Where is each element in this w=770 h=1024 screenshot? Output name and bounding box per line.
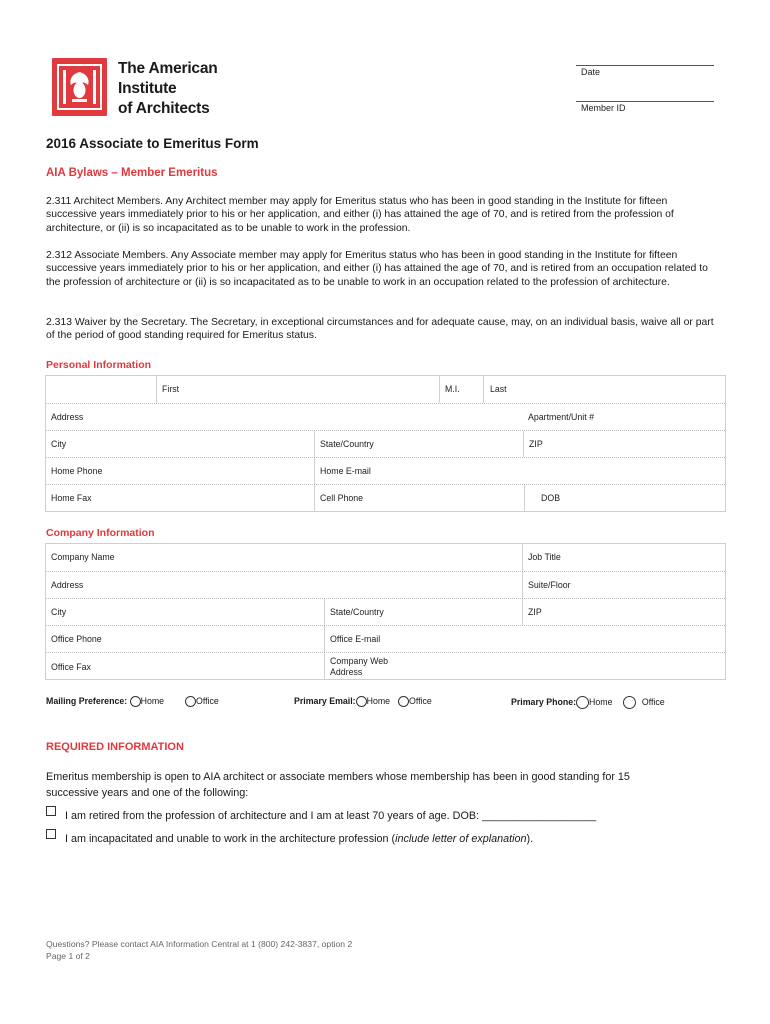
office-fax-row xyxy=(46,652,725,679)
home-phone-label: Home Phone xyxy=(51,466,103,476)
home-phone-row xyxy=(46,457,725,484)
mailing-home-label: Home xyxy=(140,696,165,706)
primary-email-preference xyxy=(294,696,432,707)
first-name-field[interactable] xyxy=(156,376,439,403)
required-intro-line: Emeritus membership is open to AIA architect or associate members whose membership has been in good standing for 15 xyxy=(46,771,630,783)
office-phone-field[interactable] xyxy=(46,626,324,652)
option-incapacitated xyxy=(46,829,533,845)
company-info-table xyxy=(45,543,726,680)
middle-initial-field[interactable] xyxy=(439,376,483,403)
mailing-preference xyxy=(46,696,219,707)
company-address-field[interactable] xyxy=(46,572,522,598)
required-intro-line: successive years and one of the following: xyxy=(46,787,249,799)
org-name-line: Institute xyxy=(118,80,177,97)
state-label: State/Country xyxy=(320,439,374,449)
company-name-field[interactable] xyxy=(46,544,522,571)
email-home-label: Home xyxy=(366,696,391,706)
bylaw-2-312: 2.312 Associate Members. Any Associate member may apply for Emeritus status who has been in good standing in the Institute for fifteen successive years immediately prior to his or her application, and either (i) has attained the age of 70, and is retired from an occupation related to the profession of architecture or (ii) is so incapacitated as to be unable to work in an occupation related to the profession of architecture. xyxy=(46,250,708,288)
city-label: City xyxy=(51,439,67,449)
office-phone-label: Office Phone xyxy=(51,634,102,644)
address-field[interactable] xyxy=(46,404,523,430)
required-info-heading: REQUIRED INFORMATION xyxy=(46,741,184,753)
org-name-line: The American xyxy=(118,60,218,77)
org-name-line: of Architects xyxy=(118,100,210,117)
job-title-field[interactable] xyxy=(522,544,725,571)
state-country-field[interactable] xyxy=(314,431,523,457)
company-state-label: State/Country xyxy=(330,607,384,617)
office-fax-label: Office Fax xyxy=(51,662,91,672)
apt-label: Apartment/Unit # xyxy=(528,412,595,422)
home-email-label: Home E-mail xyxy=(320,466,371,476)
home-phone-field[interactable] xyxy=(46,458,314,484)
home-email-field[interactable] xyxy=(314,458,725,484)
company-city-label: City xyxy=(51,607,67,617)
date-label: Date xyxy=(581,67,601,77)
city-field[interactable] xyxy=(46,431,314,457)
city-row xyxy=(46,430,725,457)
phone-office-label: Office xyxy=(641,696,665,707)
phone-home-radio[interactable] xyxy=(576,696,589,709)
form-title: 2016 Associate to Emeritus Form xyxy=(46,136,259,151)
required-intro xyxy=(46,769,726,801)
primary-phone-label: Primary Phone: xyxy=(511,696,577,707)
zip-field[interactable] xyxy=(523,431,725,457)
dob-label: DOB xyxy=(541,493,561,503)
name-row xyxy=(46,376,725,403)
incapacitated-label xyxy=(65,833,533,845)
org-name xyxy=(118,59,218,119)
company-name-label: Company Name xyxy=(51,552,115,562)
phone-office-radio[interactable] xyxy=(623,696,636,709)
company-address-row xyxy=(46,571,725,598)
company-web-label-line1: Company Web xyxy=(330,656,389,666)
suite-label: Suite/Floor xyxy=(528,580,571,590)
bylaw-2-311: 2.311 Architect Members. Any Architect member may apply for Emeritus status who has been in good standing in the Institute for fifteen successive years immediately prior to his or her application, and either (i) has attained the age of 70, and is retired from the profession of architecture, or (ii) is so incapacitated as to be unable to work in the profession. xyxy=(46,196,674,234)
footer-contact: Questions? Please contact AIA Information Central at 1 (800) 242-3837, option 2 xyxy=(46,939,353,949)
option-retired xyxy=(46,806,596,822)
company-city-row xyxy=(46,598,725,625)
address-label: Address xyxy=(51,412,84,422)
company-web-label-line2: Address xyxy=(330,667,363,677)
suite-floor-field[interactable] xyxy=(522,572,725,598)
address-row xyxy=(46,403,725,430)
bylaw-2-313: 2.313 Waiver by the Secretary. The Secretary, in exceptional circumstances and for adequate cause, may, on an individual basis, waive all or part of the period of good standing required for Emeritus status. xyxy=(46,317,714,342)
apartment-field[interactable] xyxy=(523,404,725,430)
incapacitated-text: I am incapacitated and unable to work in the architecture profession ( xyxy=(65,833,396,845)
home-fax-label: Home Fax xyxy=(51,493,92,503)
retired-label: I am retired from the profession of architecture and I am at least 70 years of age. DOB: ___________________ xyxy=(65,810,597,822)
phone-home-label: Home xyxy=(589,696,613,707)
mi-label: M.I. xyxy=(445,384,460,394)
member-id-label: Member ID xyxy=(581,103,626,113)
mailing-office-radio[interactable] xyxy=(185,696,196,707)
company-info-heading: Company Information xyxy=(46,527,155,539)
home-fax-row xyxy=(46,484,725,511)
aia-logo-mark xyxy=(52,58,107,116)
mailing-preference-label: Mailing Preference: xyxy=(46,696,128,706)
first-label: First xyxy=(162,384,180,394)
email-office-label: Office xyxy=(408,696,432,706)
prefix-cell[interactable] xyxy=(46,376,156,403)
personal-info-heading: Personal Information xyxy=(46,359,152,371)
explanation-note: include letter of explanation xyxy=(395,833,527,845)
date-field[interactable] xyxy=(576,65,714,66)
company-zip-field[interactable] xyxy=(522,599,725,625)
footer xyxy=(46,939,352,962)
page-number: Page 1 of 2 xyxy=(46,950,90,961)
company-city-field[interactable] xyxy=(46,599,324,625)
incapacitated-text-end: ). xyxy=(526,833,534,845)
company-zip-label: ZIP xyxy=(528,607,542,617)
office-email-field[interactable] xyxy=(324,626,725,652)
zip-label: ZIP xyxy=(529,439,543,449)
company-address-label: Address xyxy=(51,580,84,590)
last-label: Last xyxy=(490,384,507,394)
primary-email-label: Primary Email: xyxy=(294,696,356,706)
home-fax-field[interactable] xyxy=(46,485,314,511)
office-email-label: Office E-mail xyxy=(330,634,381,644)
office-fax-field[interactable] xyxy=(46,653,324,679)
office-phone-row xyxy=(46,625,725,652)
email-office-radio[interactable] xyxy=(398,696,409,707)
company-name-row xyxy=(46,544,725,571)
last-name-field[interactable] xyxy=(483,376,725,403)
retired-checkbox[interactable] xyxy=(46,806,56,816)
primary-phone-preference xyxy=(511,696,665,709)
mailing-home-radio[interactable] xyxy=(130,696,141,707)
cell-phone-label: Cell Phone xyxy=(320,493,364,503)
member-id-field[interactable] xyxy=(576,101,714,102)
job-title-label: Job Title xyxy=(528,552,561,562)
company-state-field[interactable] xyxy=(324,599,522,625)
incapacitated-checkbox[interactable] xyxy=(46,829,56,839)
company-web-field[interactable] xyxy=(324,653,725,679)
bylaws-heading: AIA Bylaws – Member Emeritus xyxy=(46,167,218,179)
mailing-office-label: Office xyxy=(195,696,219,706)
personal-info-table xyxy=(45,375,726,512)
email-home-radio[interactable] xyxy=(356,696,367,707)
dob-field[interactable] xyxy=(524,485,725,511)
cell-phone-field[interactable] xyxy=(314,485,524,511)
